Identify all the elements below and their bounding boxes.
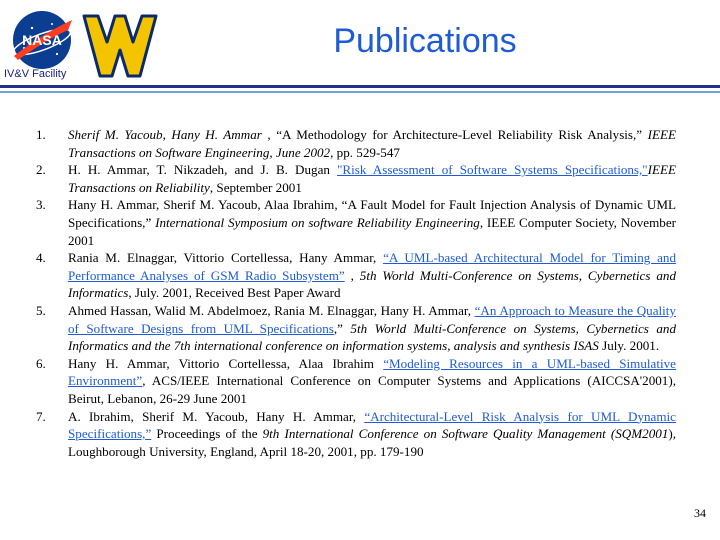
publication-title-link[interactable]: “Architectural-Level Risk Analysis for UML Dynamic Specifications,” (68, 408, 676, 442)
publication-text: Proceedings of the (151, 426, 263, 442)
publication-text: , (344, 267, 360, 283)
publication-text: , July. 2001, Received Best Paper Award (128, 285, 341, 301)
publication-number: 6. (36, 355, 46, 371)
publication-number: 1. (36, 127, 46, 142)
publication-italic-text: 5th World Multi-Conference on Systems, Cybernetics and Informatics and the 7th international conference on information systems, analysis and synthesis ISAS (68, 320, 676, 354)
header-rule-light (0, 91, 720, 93)
publication-italic-text: Sherif M. Yacoub, Hany H. Ammar (68, 127, 262, 142)
publication-title-link[interactable]: "Risk Assessment of Software Systems Specifications," (337, 162, 648, 178)
publication-number: 7. (36, 408, 46, 424)
publication-number: 5. (36, 302, 46, 318)
publication-text: July. 2001. (598, 338, 660, 354)
publication-text: H. H. Ammar, T. Nikzadeh, and J. B. Dugan (68, 162, 338, 178)
publication-italic-text: 9th International Conference on Software Quality Management (SQM2001 (262, 426, 669, 442)
publication-text: Ahmed Hassan, Walid M. Abdelmoez, Rania M. Elnaggar, Hany H. Ammar, (68, 302, 475, 318)
publication-title-link[interactable]: “A UML-based Architectural Model for Timing and Performance Analyses of GSM Radio Subsystem” (68, 250, 676, 283)
publication-italic-text: International Symposium on software Reliability Engineering (155, 214, 480, 230)
publication-item (28, 196, 676, 249)
publication-title-link[interactable]: “Modeling Resources in a UML-based Simulative Environment” (68, 355, 676, 389)
publication-text: ,” (333, 320, 351, 336)
publication-item (28, 161, 676, 196)
publication-item (28, 249, 676, 302)
publication-text: , September 2001 (209, 179, 302, 195)
publication-text: A. Ibrahim, Sherif M. Yacoub, Hany H. Ammar, (68, 408, 365, 424)
nasa-logo (11, 11, 73, 69)
publication-text: ), Loughborough University, England, April 18-20, 2001, pp. 179-190 (68, 426, 677, 459)
publication-number: 2. (36, 162, 46, 178)
nasa-logo-text: NASA (22, 32, 62, 48)
publication-italic-text: IEEE Transactions on Reliability (68, 162, 676, 195)
publication-italic-text: IEEE Transactions on Software Engineering, June 2002, (68, 127, 676, 160)
publication-item (28, 355, 676, 408)
publication-number: 4. (36, 250, 46, 266)
publication-item (28, 126, 676, 161)
header-rule-dark (0, 85, 720, 88)
facility-label: IV&V Facility (4, 68, 67, 80)
publication-item (28, 302, 676, 355)
publication-title-link[interactable]: “An Approach to Measure the Quality of Software Designs from UML Specifications (68, 302, 676, 336)
publication-text: , “A Methodology for Architecture-Level Reliability Risk Analysis,” (261, 127, 648, 142)
page-title: Publications (333, 22, 517, 60)
publication-text: , IEEE Computer Society, November 2001 (68, 214, 676, 248)
publication-number: 3. (36, 197, 46, 213)
wv-logo (84, 16, 156, 76)
publication-text: , ACS/IEEE International Conference on Computer Systems and Applications (AICCSA'2001), Beirut, Lebanon, 26-29 June 2001 (68, 373, 676, 406)
publication-text: Hany H. Ammar, Sherif M. Yacoub, Alaa Ibrahim, “A Fault Model for Fault Injection Analysis of Dynamic UML Specifications,” (68, 197, 676, 230)
publication-text: pp. 529-547 (333, 144, 400, 160)
page-number: 34 (694, 506, 706, 520)
publication-italic-text: 5th World Multi-Conference on Systems, Cybernetics and Informatics (68, 267, 676, 301)
publication-list (28, 126, 676, 460)
publication-text: Hany H. Ammar, Vittorio Cortellessa, Alaa Ibrahim (68, 355, 384, 371)
publication-item (28, 408, 676, 461)
publication-text: Rania M. Elnaggar, Vittorio Cortellessa, Hany Ammar, (68, 250, 384, 266)
